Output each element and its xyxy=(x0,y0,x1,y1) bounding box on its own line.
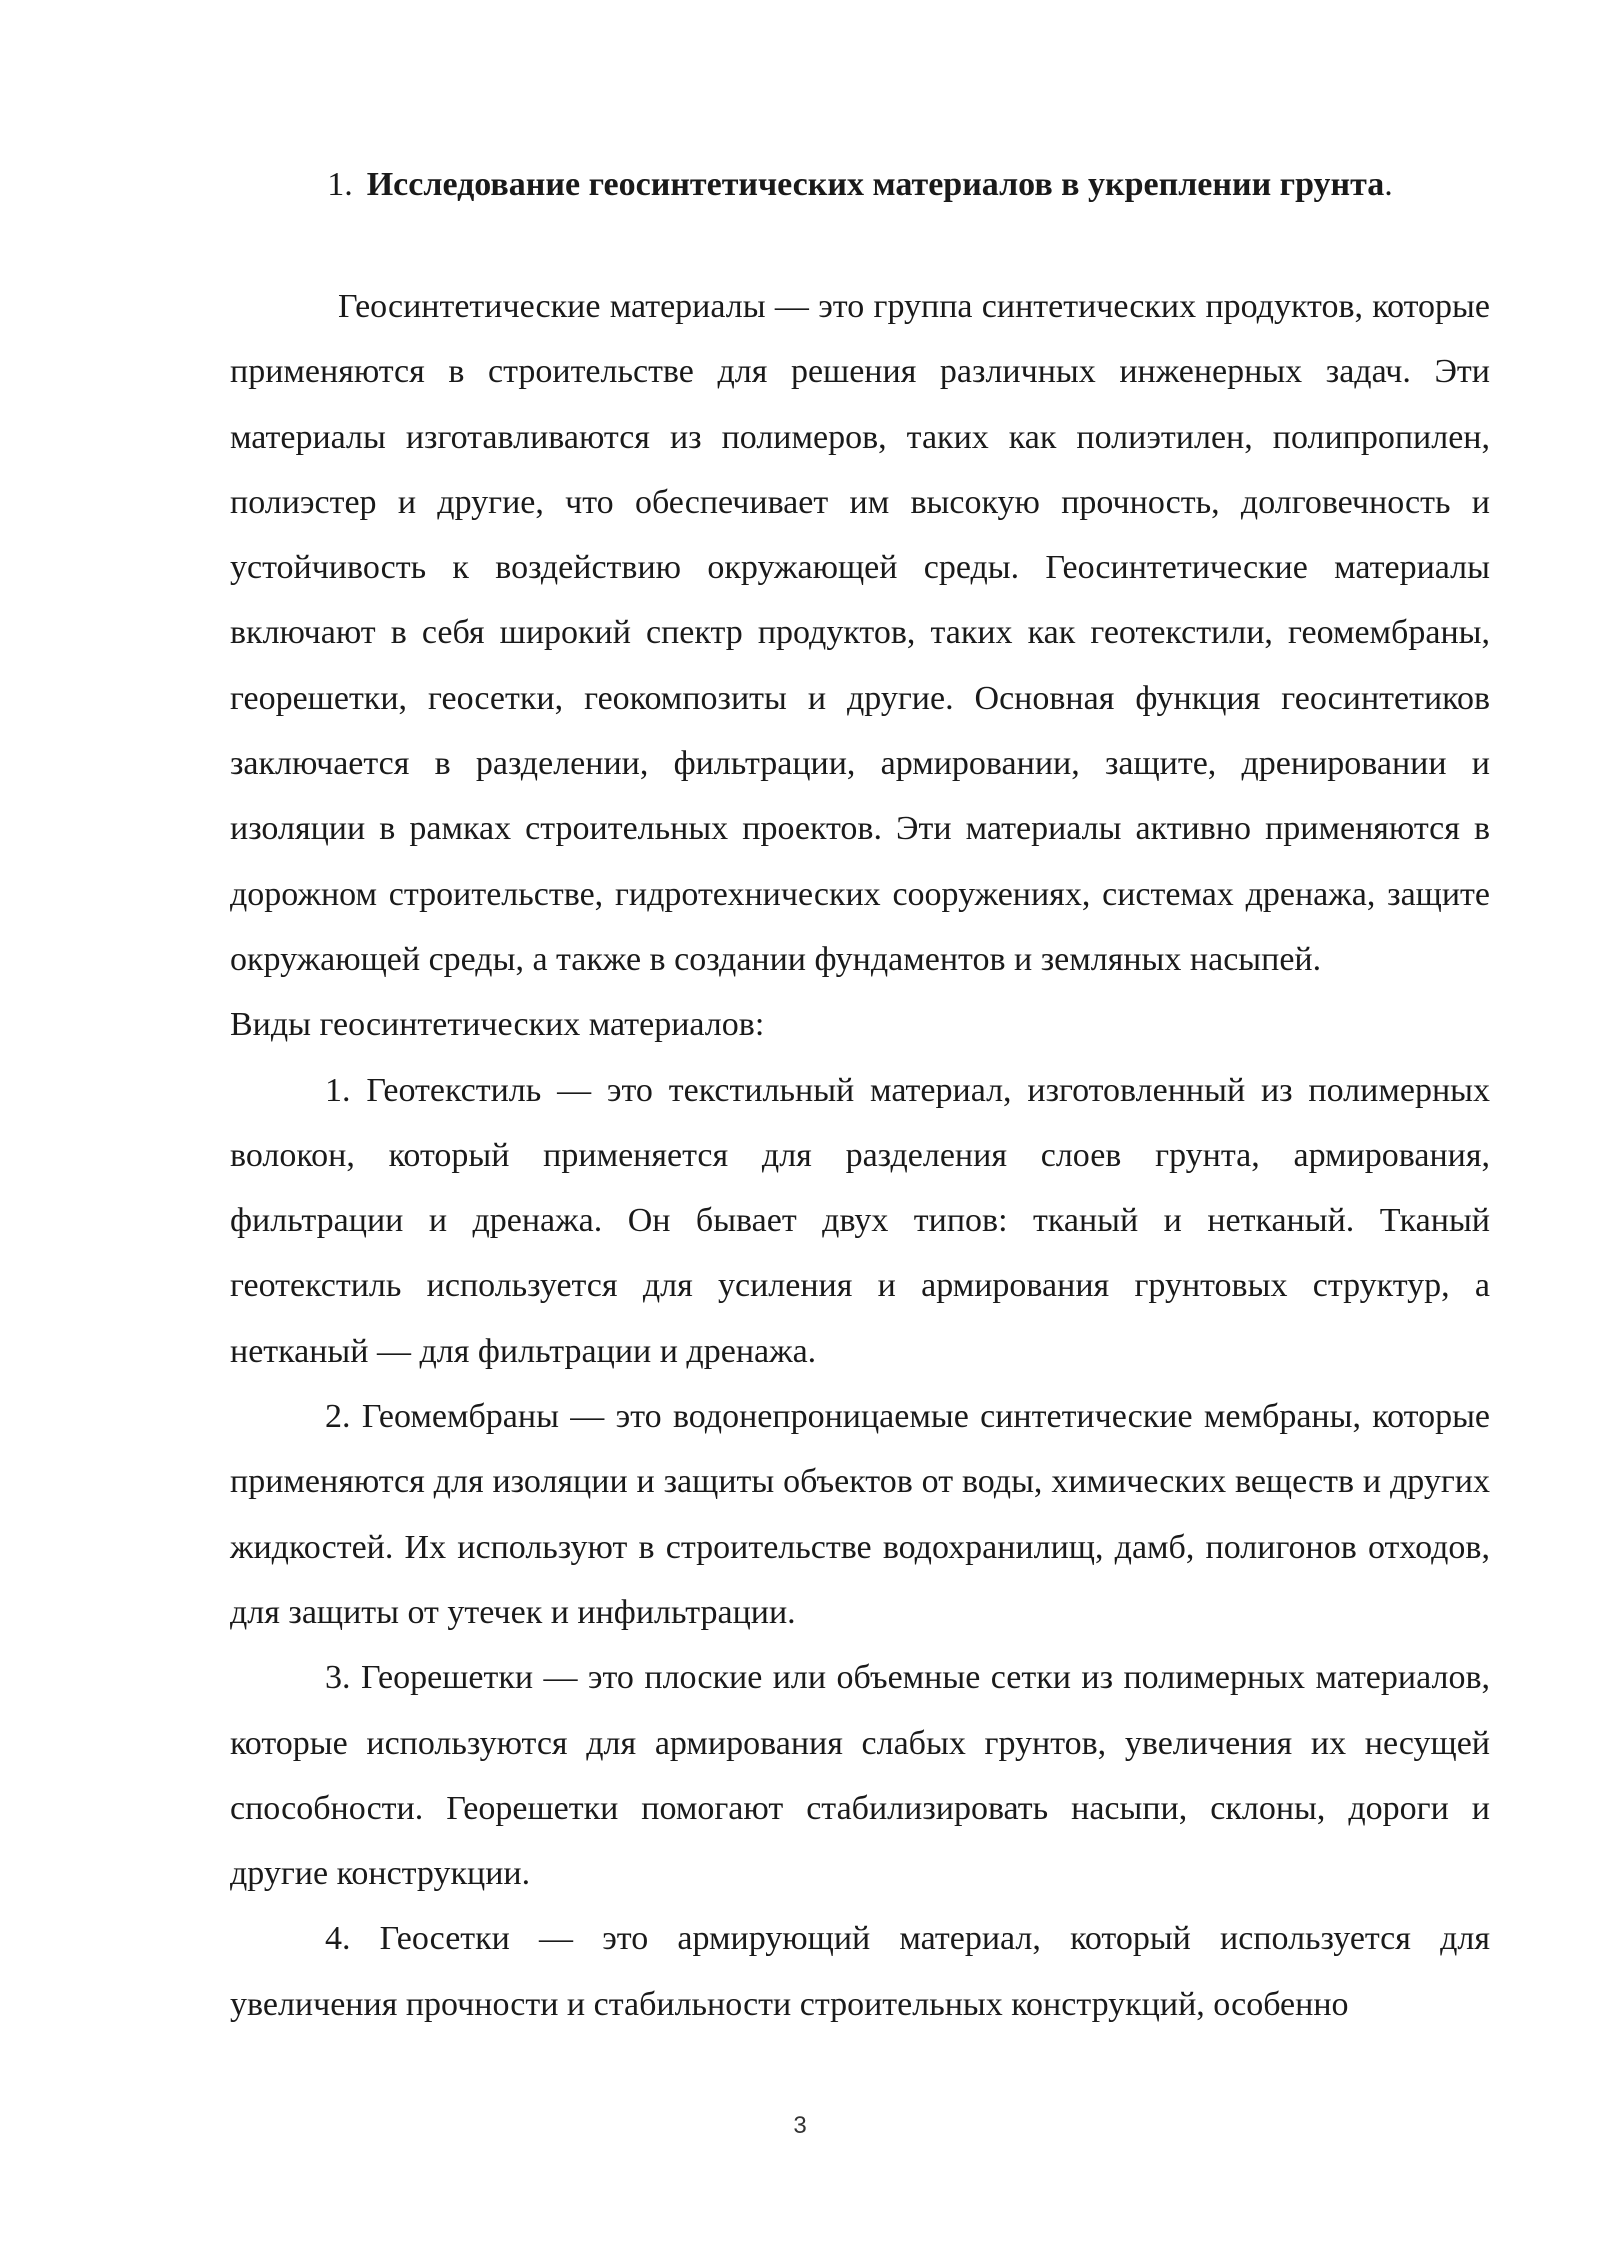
list-item-geotextile: 1. Геотекстиль — это текстильный материал, изготовленный из полимерных волокон, который применяется для разделения слоев грунта, армирования, фильтрации и дренажа. Он бывает двух типов: тканый и нетканый. Тканый геотекстиль используется для усиления и армирования грунтовых структур, а нетканый — для фильтрации и дренажа. xyxy=(230,1071,1490,1370)
section-title-period: . xyxy=(1384,166,1393,203)
types-heading: Виды геосинтетических материалов: xyxy=(230,1006,765,1044)
section-title: Исследование геосинтетических материалов в укреплении грунта xyxy=(366,166,1385,203)
section-heading xyxy=(230,146,1490,224)
intro-paragraph: Геосинтетические материалы — это группа синтетических продуктов, которые применяются в строительстве для решения различных инженерных задач. Эти материалы изготавливаются из полимеров, таких как полиэтилен, полипропилен, полиэстер и другие, что обеспечивает им высокую прочность, долговечность и устойчивость к воздействию окружающей среды. Геосинтетические материалы включают в себя широкий спектр продуктов, таких как геотекстили, геомембраны, георешетки, геосетки, геокомпозиты и другие. Основная функция геосинтетиков заключается в разделении, фильтрации, армировании, защите, дренировании и изоляции в рамках строительных проектов. Эти материалы активно применяются в дорожном строительстве, гидротехнических сооружениях, системах дренажа, защите окружающей среды, а также в создании фундаментов и земляных насыпей. xyxy=(230,288,1490,978)
body-text xyxy=(230,274,1490,2037)
list-item-geonets: 4. Геосетки — это армирующий материал, который используется для увеличения прочности и стабильности строительных конструкций, особенно xyxy=(230,1920,1490,2023)
list-item-geomembranes: 2. Геомембраны — это водонепроницаемые синтетические мембраны, которые применяются для изоляции и защиты объектов от воды, химических веществ и других жидкостей. Их используют в строительстве водохранилищ, дамб, полигонов отходов, для защиты от утечек и инфильтрации. xyxy=(230,1398,1490,1631)
page-number: 3 xyxy=(793,2112,807,2139)
list-item-geogrids: 3. Георешетки — это плоские или объемные сетки из полимерных материалов, которые используются для армирования слабых грунтов, увеличения их несущей способности. Георешетки помогают стабилизировать насыпи, склоны, дороги и другие конструкции. xyxy=(230,1659,1490,1893)
section-number: 1. xyxy=(327,166,353,203)
